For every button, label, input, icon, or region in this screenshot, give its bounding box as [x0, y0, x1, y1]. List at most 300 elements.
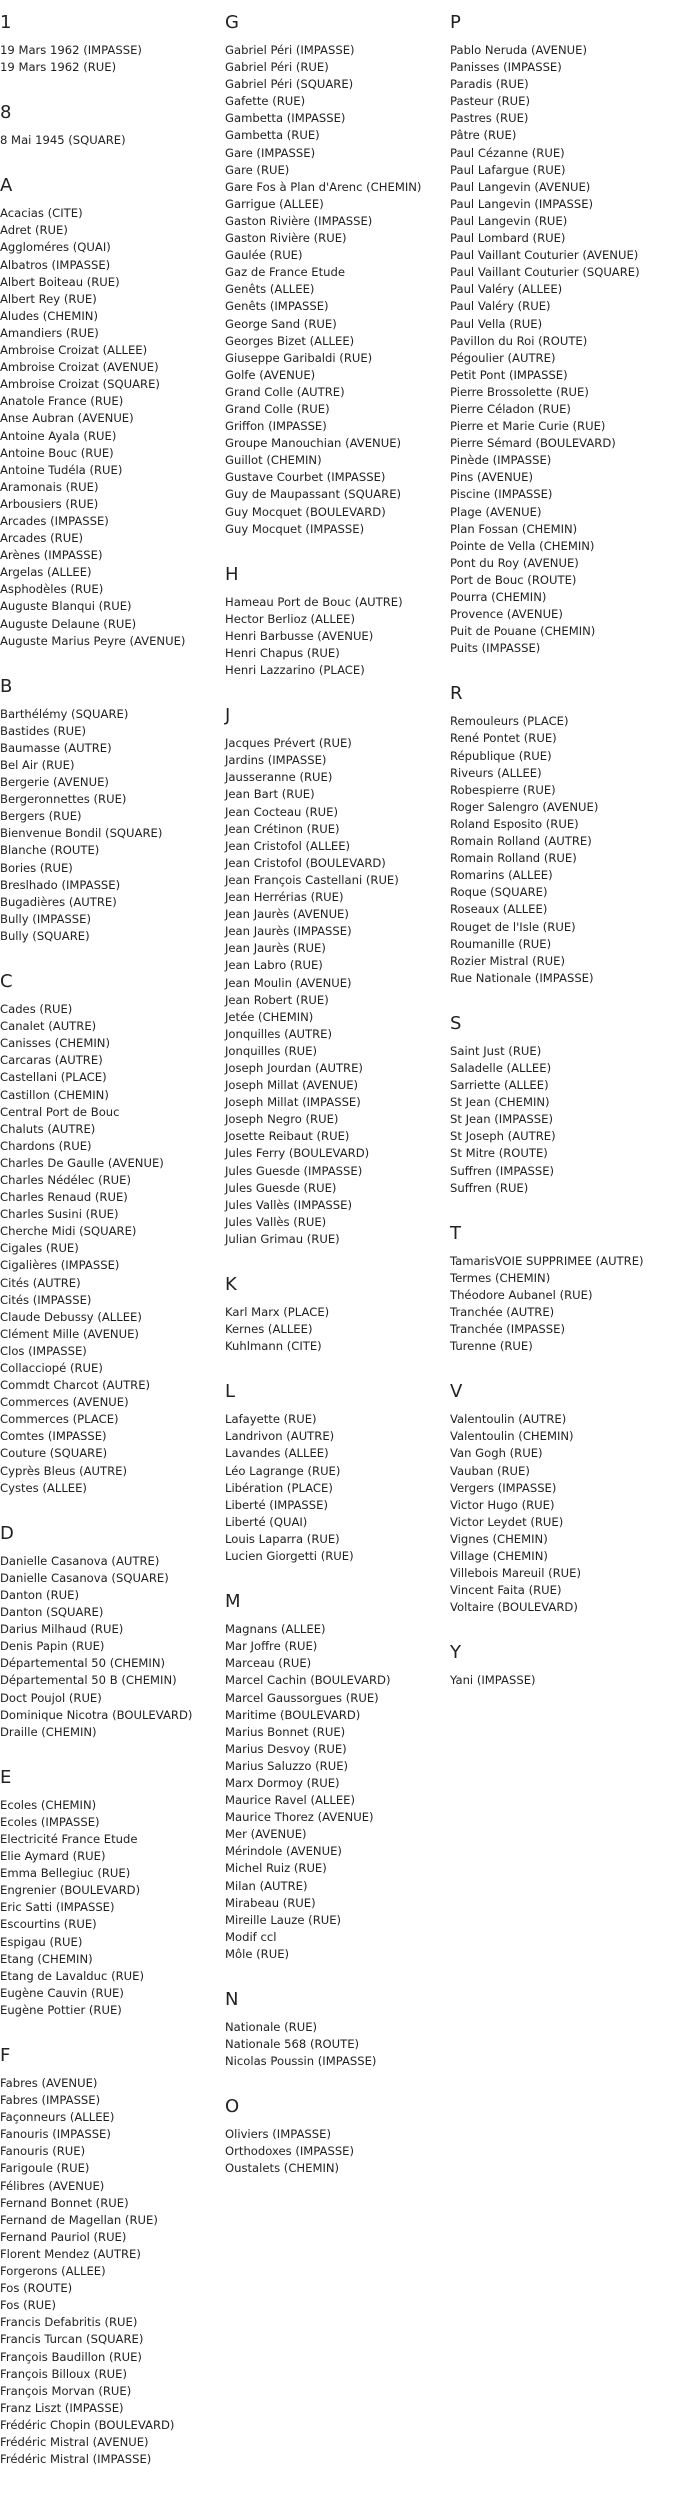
- street-link[interactable]: Hector Berlioz (ALLEE): [225, 611, 356, 626]
- street-link[interactable]: Ecoles (IMPASSE): [0, 1814, 100, 1829]
- street-link[interactable]: Bully (SQUARE): [0, 928, 90, 943]
- street-link[interactable]: Victor Hugo (RUE): [450, 1497, 555, 1512]
- street-link[interactable]: Fabres (AVENUE): [0, 2076, 98, 2090]
- street-link[interactable]: Mar Joffre (RUE): [225, 1639, 318, 1654]
- street-link[interactable]: Danton (SQUARE): [0, 1605, 104, 1620]
- street-link[interactable]: Forgerons (ALLEE): [0, 2264, 106, 2279]
- street-link[interactable]: Michel Ruiz (RUE): [225, 1861, 327, 1876]
- street-link[interactable]: Jules Guesde (RUE): [225, 1180, 337, 1195]
- street-link[interactable]: Paul Langevin (IMPASSE): [450, 196, 594, 211]
- street-link[interactable]: Frédéric Mistral (IMPASSE): [0, 2452, 152, 2467]
- street-link[interactable]: Roger Salengro (AVENUE): [450, 799, 599, 814]
- street-link[interactable]: Cystes (ALLEE): [0, 1480, 87, 1495]
- street-link[interactable]: 8 Mai 1945 (SQUARE): [0, 133, 126, 148]
- street-link[interactable]: Milan (AUTRE): [225, 1878, 308, 1893]
- street-link[interactable]: Jean Labro (RUE): [225, 958, 323, 973]
- street-link[interactable]: Guy Mocquet (BOULEVARD): [225, 504, 386, 519]
- street-link[interactable]: Guy Mocquet (IMPASSE): [225, 521, 365, 536]
- street-link[interactable]: Pinède (IMPASSE): [450, 453, 552, 468]
- street-link[interactable]: Villebois Mareuil (RUE): [450, 1566, 582, 1581]
- street-link[interactable]: Piscine (IMPASSE): [450, 487, 553, 502]
- street-link[interactable]: Genêts (IMPASSE): [225, 299, 329, 314]
- street-link[interactable]: François Baudillon (RUE): [0, 2349, 142, 2364]
- street-link[interactable]: Antoine Tudéla (RUE): [0, 462, 123, 477]
- street-link[interactable]: Jetée (CHEMIN): [225, 1009, 314, 1024]
- street-link[interactable]: Comtes (IMPASSE): [0, 1429, 107, 1444]
- street-link[interactable]: Gambetta (IMPASSE): [225, 111, 346, 126]
- street-link[interactable]: Gustave Courbet (IMPASSE): [225, 470, 386, 485]
- street-link[interactable]: Kuhlmann (CITE): [225, 1339, 322, 1354]
- street-link[interactable]: Golfe (AVENUE): [225, 367, 316, 382]
- street-link[interactable]: Gabriel Péri (IMPASSE): [225, 43, 355, 57]
- street-link[interactable]: Vignes (CHEMIN): [450, 1531, 548, 1546]
- street-link[interactable]: Breslhado (IMPASSE): [0, 877, 121, 892]
- street-link[interactable]: Bienvenue Bondil (SQUARE): [0, 826, 163, 841]
- street-link[interactable]: Orthodoxes (IMPASSE): [225, 2144, 355, 2159]
- street-link[interactable]: Valentoulin (CHEMIN): [450, 1429, 574, 1444]
- street-link[interactable]: Jean Herrérias (RUE): [225, 890, 344, 905]
- street-link[interactable]: Remouleurs (PLACE): [450, 714, 569, 729]
- street-link[interactable]: Gabriel Péri (SQUARE): [225, 77, 354, 92]
- street-link[interactable]: Van Gogh (RUE): [450, 1446, 543, 1461]
- street-link[interactable]: Pins (AVENUE): [450, 470, 534, 485]
- street-link[interactable]: Jules Vallès (RUE): [225, 1214, 327, 1229]
- street-link[interactable]: Victor Leydet (RUE): [450, 1514, 564, 1529]
- street-link[interactable]: Amandiers (RUE): [0, 325, 99, 340]
- street-link[interactable]: Chaluts (AUTRE): [0, 1121, 96, 1136]
- street-link[interactable]: Pablo Neruda (AVENUE): [450, 43, 587, 57]
- street-link[interactable]: Bugadières (AUTRE): [0, 894, 117, 909]
- street-link[interactable]: Pointe de Vella (CHEMIN): [450, 538, 595, 553]
- street-link[interactable]: Joseph Millat (IMPASSE): [225, 1095, 361, 1110]
- street-link[interactable]: Giuseppe Garibaldi (RUE): [225, 350, 373, 365]
- street-link[interactable]: Arènes (IMPASSE): [0, 548, 103, 563]
- street-link[interactable]: Gare Fos à Plan d'Arenc (CHEMIN): [225, 179, 422, 194]
- street-link[interactable]: Magnans (ALLEE): [225, 1622, 326, 1637]
- street-link[interactable]: Cherche Midi (SQUARE): [0, 1224, 137, 1239]
- street-link[interactable]: Albert Boiteau (RUE): [0, 274, 120, 289]
- street-link[interactable]: Anse Aubran (AVENUE): [0, 411, 134, 426]
- street-link[interactable]: Termes (CHEMIN): [450, 1270, 551, 1285]
- street-link[interactable]: Romain Rolland (AUTRE): [450, 834, 592, 849]
- street-link[interactable]: Charles Susini (RUE): [0, 1207, 119, 1222]
- street-link[interactable]: Josette Reibaut (RUE): [225, 1129, 350, 1144]
- street-link[interactable]: Paradis (RUE): [450, 77, 529, 92]
- street-link[interactable]: Darius Milhaud (RUE): [0, 1622, 124, 1637]
- street-link[interactable]: Gare (RUE): [225, 162, 290, 177]
- street-link[interactable]: Canisses (CHEMIN): [0, 1036, 110, 1051]
- street-link[interactable]: Roque (SQUARE): [450, 885, 548, 900]
- street-link[interactable]: Sarriette (ALLEE): [450, 1078, 549, 1093]
- street-link[interactable]: Rouget de l'Isle (RUE): [450, 919, 576, 934]
- street-link[interactable]: Marius Desvoy (RUE): [225, 1741, 347, 1756]
- street-link[interactable]: Draille (CHEMIN): [0, 1724, 97, 1739]
- street-link[interactable]: Libération (PLACE): [225, 1480, 333, 1495]
- street-link[interactable]: George Sand (RUE): [225, 316, 337, 331]
- street-link[interactable]: Pierre Céladon (RUE): [450, 401, 571, 416]
- street-link[interactable]: Lafayette (RUE): [225, 1412, 317, 1427]
- street-link[interactable]: Lucien Giorgetti (RUE): [225, 1549, 354, 1564]
- street-link[interactable]: TamarisVOIE SUPPRIMEE (AUTRE): [450, 1253, 644, 1268]
- street-link[interactable]: Jean Cristofol (ALLEE): [225, 838, 351, 853]
- street-link[interactable]: Marx Dormoy (RUE): [225, 1775, 340, 1790]
- street-link[interactable]: Arbousiers (RUE): [0, 496, 99, 511]
- street-link[interactable]: Mirabeau (RUE): [225, 1895, 316, 1910]
- street-link[interactable]: Karl Marx (PLACE): [225, 1305, 330, 1319]
- street-link[interactable]: Antoine Ayala (RUE): [0, 428, 117, 443]
- street-link[interactable]: Jardins (IMPASSE): [225, 753, 327, 768]
- street-link[interactable]: Jean Jaurès (AVENUE): [225, 907, 349, 922]
- street-link[interactable]: Barthélémy (SQUARE): [0, 706, 129, 721]
- street-link[interactable]: Electricité France Etude: [0, 1831, 138, 1846]
- street-link[interactable]: Castillon (CHEMIN): [0, 1087, 109, 1102]
- street-link[interactable]: Canalet (AUTRE): [0, 1019, 97, 1034]
- street-link[interactable]: Franz Liszt (IMPASSE): [0, 2400, 124, 2415]
- street-link[interactable]: Oustalets (CHEMIN): [225, 2161, 340, 2176]
- street-link[interactable]: Julian Grimau (RUE): [225, 1231, 340, 1246]
- street-link[interactable]: Cités (AUTRE): [0, 1275, 81, 1290]
- street-link[interactable]: Charles Renaud (RUE): [0, 1190, 128, 1205]
- street-link[interactable]: Paul Langevin (RUE): [450, 213, 568, 228]
- street-link[interactable]: 19 Mars 1962 (IMPASSE): [0, 43, 142, 57]
- street-link[interactable]: Jean Crétinon (RUE): [225, 821, 340, 836]
- street-link[interactable]: Marius Bonnet (RUE): [225, 1724, 346, 1739]
- street-link[interactable]: Paul Cézanne (RUE): [450, 145, 565, 160]
- street-link[interactable]: Voltaire (BOULEVARD): [450, 1600, 578, 1615]
- street-link[interactable]: Marius Saluzzo (RUE): [225, 1758, 349, 1773]
- street-link[interactable]: Lavandes (ALLEE): [225, 1446, 329, 1461]
- street-link[interactable]: Liberté (QUAI): [225, 1514, 308, 1529]
- street-link[interactable]: Départemental 50 (CHEMIN): [0, 1656, 166, 1671]
- street-link[interactable]: Gaz de France Etude: [225, 265, 345, 280]
- street-link[interactable]: Nationale (RUE): [225, 2020, 318, 2034]
- street-link[interactable]: Doct Poujol (RUE): [0, 1690, 102, 1705]
- street-link[interactable]: Turenne (RUE): [450, 1339, 533, 1354]
- street-link[interactable]: Pierre Brossolette (RUE): [450, 384, 589, 399]
- street-link[interactable]: Commerces (AVENUE): [0, 1395, 129, 1410]
- street-link[interactable]: Pâtre (RUE): [450, 128, 517, 143]
- street-link[interactable]: Etang (CHEMIN): [0, 1951, 93, 1966]
- street-link[interactable]: Plage (AVENUE): [450, 504, 542, 519]
- street-link[interactable]: Cités (IMPASSE): [0, 1292, 92, 1307]
- street-link[interactable]: Yani (IMPASSE): [450, 1673, 536, 1688]
- street-link[interactable]: Auguste Marius Peyre (AVENUE): [0, 633, 186, 648]
- street-link[interactable]: François Morvan (RUE): [0, 2383, 132, 2398]
- street-link[interactable]: Henri Lazzarino (PLACE): [225, 663, 365, 678]
- street-link[interactable]: Bergers (RUE): [0, 809, 82, 824]
- street-link[interactable]: Puit de Pouane (CHEMIN): [450, 624, 596, 639]
- street-link[interactable]: Tranchée (AUTRE): [450, 1305, 555, 1319]
- street-link[interactable]: Grand Colle (RUE): [225, 401, 330, 416]
- street-link[interactable]: Cigales (RUE): [0, 1241, 79, 1256]
- street-link[interactable]: St Joseph (AUTRE): [450, 1129, 556, 1144]
- street-link[interactable]: Romarins (ALLEE): [450, 868, 553, 883]
- street-link[interactable]: Fanouris (IMPASSE): [0, 2127, 111, 2142]
- street-link[interactable]: Paul Vella (RUE): [450, 316, 543, 331]
- street-link[interactable]: Paul Vaillant Couturier (AVENUE): [450, 248, 639, 263]
- street-link[interactable]: Adret (RUE): [0, 223, 68, 238]
- street-link[interactable]: Eugène Cauvin (RUE): [0, 1985, 124, 2000]
- street-link[interactable]: Baumasse (AUTRE): [0, 740, 112, 755]
- street-link[interactable]: Commdt Charcot (AUTRE): [0, 1378, 151, 1393]
- street-link[interactable]: Denis Papin (RUE): [0, 1639, 105, 1654]
- street-link[interactable]: Garrigue (ALLEE): [225, 196, 324, 211]
- street-link[interactable]: Suffren (IMPASSE): [450, 1163, 555, 1178]
- street-link[interactable]: Vauban (RUE): [450, 1463, 530, 1478]
- street-link[interactable]: St Mitre (ROUTE): [450, 1146, 548, 1161]
- street-link[interactable]: Hameau Port de Bouc (AUTRE): [225, 594, 403, 609]
- street-link[interactable]: Gaulée (RUE): [225, 248, 303, 263]
- street-link[interactable]: Provence (AVENUE): [450, 607, 563, 622]
- street-link[interactable]: St Jean (IMPASSE): [450, 1112, 553, 1127]
- street-link[interactable]: Blanche (ROUTE): [0, 843, 100, 858]
- street-link[interactable]: Engrenier (BOULEVARD): [0, 1883, 141, 1898]
- street-link[interactable]: Rue Nationale (IMPASSE): [450, 970, 594, 985]
- street-link[interactable]: Genêts (ALLEE): [225, 282, 315, 297]
- street-link[interactable]: Maurice Ravel (ALLEE): [225, 1793, 355, 1808]
- street-link[interactable]: Bergeronnettes (RUE): [0, 792, 127, 807]
- street-link[interactable]: Clément Mille (AVENUE): [0, 1326, 139, 1341]
- street-link[interactable]: Marcel Cachin (BOULEVARD): [225, 1673, 391, 1688]
- street-link[interactable]: Jonquilles (RUE): [225, 1043, 318, 1058]
- street-link[interactable]: Môle (RUE): [225, 1946, 290, 1961]
- street-link[interactable]: Antoine Bouc (RUE): [0, 445, 114, 460]
- street-link[interactable]: Joseph Negro (RUE): [225, 1112, 339, 1127]
- street-link[interactable]: Gambetta (RUE): [225, 128, 320, 143]
- street-link[interactable]: Landrivon (AUTRE): [225, 1429, 335, 1444]
- street-link[interactable]: Joseph Jourdan (AUTRE): [225, 1060, 363, 1075]
- street-link[interactable]: Façonneurs (ALLEE): [0, 2110, 115, 2125]
- street-link[interactable]: Village (CHEMIN): [450, 1549, 548, 1564]
- street-link[interactable]: Liberté (IMPASSE): [225, 1497, 328, 1512]
- street-link[interactable]: Eugène Pottier (RUE): [0, 2002, 122, 2017]
- street-link[interactable]: Escourtins (RUE): [0, 1917, 97, 1932]
- street-link[interactable]: Maritime (BOULEVARD): [225, 1707, 361, 1722]
- street-link[interactable]: Mireille Lauze (RUE): [225, 1912, 342, 1927]
- street-link[interactable]: Robespierre (RUE): [450, 782, 556, 797]
- street-link[interactable]: Pavillon du Roi (ROUTE): [450, 333, 588, 348]
- street-link[interactable]: Petit Pont (IMPASSE): [450, 367, 568, 382]
- street-link[interactable]: Ambroise Croizat (AVENUE): [0, 360, 159, 375]
- street-link[interactable]: Jean Cristofol (BOULEVARD): [225, 855, 386, 870]
- street-link[interactable]: St Jean (CHEMIN): [450, 1095, 550, 1110]
- street-link[interactable]: Gafette (RUE): [225, 94, 306, 109]
- street-link[interactable]: Asphodèles (RUE): [0, 582, 104, 597]
- street-link[interactable]: Jausseranne (RUE): [225, 770, 333, 785]
- street-link[interactable]: Paul Langevin (AVENUE): [450, 179, 591, 194]
- street-link[interactable]: Paul Lafargue (RUE): [450, 162, 566, 177]
- street-link[interactable]: Couture (SQUARE): [0, 1446, 108, 1461]
- street-link[interactable]: Bel Air (RUE): [0, 758, 75, 772]
- street-link[interactable]: Oliviers (IMPASSE): [225, 2127, 331, 2142]
- street-link[interactable]: Groupe Manouchian (AVENUE): [225, 436, 402, 451]
- street-link[interactable]: Collacciopé (RUE): [0, 1361, 103, 1375]
- street-link[interactable]: Fos (RUE): [0, 2298, 56, 2313]
- street-link[interactable]: Ambroise Croizat (ALLEE): [0, 343, 148, 358]
- street-link[interactable]: Jacques Prévert (RUE): [225, 736, 352, 751]
- street-link[interactable]: Elie Aymard (RUE): [0, 1849, 106, 1864]
- street-link[interactable]: Henri Barbusse (AVENUE): [225, 628, 374, 643]
- street-link[interactable]: Paul Valéry (RUE): [450, 299, 551, 314]
- street-link[interactable]: Commerces (PLACE): [0, 1412, 119, 1427]
- street-link[interactable]: Vincent Faita (RUE): [450, 1583, 562, 1598]
- street-link[interactable]: Pastres (RUE): [450, 111, 529, 126]
- street-link[interactable]: Jules Guesde (IMPASSE): [225, 1163, 363, 1178]
- street-link[interactable]: Florent Mendez (AUTRE): [0, 2246, 141, 2261]
- street-link[interactable]: Pont du Roy (AVENUE): [450, 555, 579, 570]
- street-link[interactable]: Albatros (IMPASSE): [0, 257, 111, 272]
- street-link[interactable]: Auguste Blanqui (RUE): [0, 599, 132, 614]
- street-link[interactable]: Aramonais (RUE): [0, 479, 99, 494]
- street-link[interactable]: Ambroise Croizat (SQUARE): [0, 377, 160, 392]
- street-link[interactable]: Henri Chapus (RUE): [225, 646, 340, 660]
- street-link[interactable]: Farigoule (RUE): [0, 2161, 90, 2176]
- street-link[interactable]: Jean Robert (RUE): [225, 992, 329, 1007]
- street-link[interactable]: Marcel Gaussorgues (RUE): [225, 1690, 379, 1705]
- street-link[interactable]: Cades (RUE): [0, 1002, 73, 1017]
- street-link[interactable]: Cyprès Bleus (AUTRE): [0, 1463, 127, 1478]
- street-link[interactable]: Jules Vallès (IMPASSE): [225, 1197, 352, 1212]
- street-link[interactable]: Georges Bizet (ALLEE): [225, 333, 355, 348]
- street-link[interactable]: Acacias (CITE): [0, 206, 83, 221]
- street-link[interactable]: Guillot (CHEMIN): [225, 453, 322, 468]
- street-link[interactable]: Ecoles (CHEMIN): [0, 1797, 97, 1812]
- street-link[interactable]: Mérindole (AVENUE): [225, 1844, 342, 1859]
- street-link[interactable]: Francis Turcan (SQUARE): [0, 2332, 144, 2347]
- street-link[interactable]: Guy de Maupassant (SQUARE): [225, 487, 402, 502]
- street-link[interactable]: Maurice Thorez (AVENUE): [225, 1810, 374, 1825]
- street-link[interactable]: Frédéric Mistral (AVENUE): [0, 2434, 149, 2449]
- street-link[interactable]: Auguste Delaune (RUE): [0, 616, 137, 631]
- street-link[interactable]: Albert Rey (RUE): [0, 291, 97, 306]
- street-link[interactable]: Fos (ROUTE): [0, 2281, 73, 2296]
- street-link[interactable]: Emma Bellegiuc (RUE): [0, 1866, 131, 1881]
- street-link[interactable]: Aludes (CHEMIN): [0, 308, 98, 323]
- street-link[interactable]: Gaston Rivière (RUE): [225, 231, 347, 246]
- street-link[interactable]: Danton (RUE): [0, 1587, 79, 1602]
- street-link[interactable]: Nationale 568 (ROUTE): [225, 2037, 360, 2052]
- street-link[interactable]: Fanouris (RUE): [0, 2144, 86, 2159]
- street-link[interactable]: Départemental 50 B (CHEMIN): [0, 1673, 177, 1688]
- street-link[interactable]: Francis Defabritis (RUE): [0, 2315, 138, 2330]
- street-link[interactable]: Roseaux (ALLEE): [450, 902, 548, 917]
- street-link[interactable]: Charles Nédélec (RUE): [0, 1172, 132, 1187]
- street-link[interactable]: Central Port de Bouc: [0, 1104, 120, 1119]
- street-link[interactable]: Gare (IMPASSE): [225, 145, 316, 160]
- street-link[interactable]: Jean François Castellani (RUE): [225, 872, 399, 887]
- street-link[interactable]: Gabriel Péri (RUE): [225, 60, 329, 75]
- street-link[interactable]: Argelas (ALLEE): [0, 565, 92, 580]
- street-link[interactable]: République (RUE): [450, 748, 552, 763]
- street-link[interactable]: Jean Moulin (AVENUE): [225, 975, 352, 990]
- street-link[interactable]: Fernand Bonnet (RUE): [0, 2195, 129, 2210]
- street-link[interactable]: Cigalières (IMPASSE): [0, 1258, 120, 1273]
- street-link[interactable]: Saladelle (ALLEE): [450, 1060, 552, 1075]
- street-link[interactable]: Romain Rolland (RUE): [450, 851, 577, 866]
- street-link[interactable]: Bories (RUE): [0, 860, 73, 875]
- street-link[interactable]: Valentoulin (AUTRE): [450, 1412, 567, 1427]
- street-link[interactable]: Pasteur (RUE): [450, 94, 531, 109]
- street-link[interactable]: Puits (IMPASSE): [450, 641, 541, 656]
- street-link[interactable]: Tranchée (IMPASSE): [450, 1322, 565, 1337]
- street-link[interactable]: Fabres (IMPASSE): [0, 2093, 101, 2108]
- street-link[interactable]: Marceau (RUE): [225, 1656, 312, 1671]
- street-link[interactable]: Jean Bart (RUE): [225, 787, 315, 802]
- street-link[interactable]: 19 Mars 1962 (RUE): [0, 60, 117, 75]
- street-link[interactable]: Paul Vaillant Couturier (SQUARE): [450, 265, 640, 280]
- street-link[interactable]: Griffon (IMPASSE): [225, 419, 327, 434]
- street-link[interactable]: Pourra (CHEMIN): [450, 590, 547, 604]
- street-link[interactable]: Pégoulier (AUTRE): [450, 350, 556, 365]
- street-link[interactable]: Fernand Pauriol (RUE): [0, 2229, 127, 2244]
- street-link[interactable]: Jean Jaurès (IMPASSE): [225, 924, 352, 939]
- street-link[interactable]: Pierre et Marie Curie (RUE): [450, 419, 606, 434]
- street-link[interactable]: Clos (IMPASSE): [0, 1343, 87, 1358]
- street-link[interactable]: Jonquilles (AUTRE): [225, 1026, 333, 1041]
- street-link[interactable]: Frédéric Chopin (BOULEVARD): [0, 2417, 175, 2432]
- street-link[interactable]: Félibres (AVENUE): [0, 2178, 105, 2193]
- street-link[interactable]: Théodore Aubanel (RUE): [450, 1287, 593, 1302]
- street-link[interactable]: Arcades (RUE): [0, 531, 84, 546]
- street-link[interactable]: Paul Lombard (RUE): [450, 231, 566, 246]
- street-link[interactable]: Léo Lagrange (RUE): [225, 1463, 341, 1478]
- street-link[interactable]: Paul Valéry (ALLEE): [450, 282, 563, 297]
- street-link[interactable]: Charles De Gaulle (AVENUE): [0, 1155, 164, 1170]
- street-link[interactable]: Arcades (IMPASSE): [0, 513, 109, 528]
- street-link[interactable]: Chardons (RUE): [0, 1138, 92, 1153]
- street-link[interactable]: Roland Esposito (RUE): [450, 816, 579, 831]
- street-link[interactable]: Anatole France (RUE): [0, 394, 124, 409]
- street-link[interactable]: Suffren (RUE): [450, 1180, 529, 1195]
- street-link[interactable]: René Pontet (RUE): [450, 731, 557, 746]
- street-link[interactable]: Roumanille (RUE): [450, 936, 552, 951]
- street-link[interactable]: Castellani (PLACE): [0, 1070, 107, 1085]
- street-link[interactable]: Riveurs (ALLEE): [450, 765, 542, 780]
- street-link[interactable]: Jules Ferry (BOULEVARD): [225, 1146, 370, 1161]
- street-link[interactable]: Kernes (ALLEE): [225, 1322, 313, 1337]
- street-link[interactable]: Claude Debussy (ALLEE): [0, 1309, 142, 1324]
- street-link[interactable]: Pierre Sémard (BOULEVARD): [450, 436, 616, 451]
- street-link[interactable]: Port de Bouc (ROUTE): [450, 572, 577, 587]
- street-link[interactable]: Espigau (RUE): [0, 1934, 83, 1949]
- street-link[interactable]: Aggloméres (QUAI): [0, 240, 111, 255]
- street-link[interactable]: Vergers (IMPASSE): [450, 1480, 557, 1495]
- street-link[interactable]: Modif ccl: [225, 1929, 277, 1944]
- street-link[interactable]: Bergerie (AVENUE): [0, 775, 109, 790]
- street-link[interactable]: Eric Satti (IMPASSE): [0, 1900, 115, 1915]
- street-link[interactable]: Rozier Mistral (RUE): [450, 953, 566, 968]
- street-link[interactable]: Louis Laparra (RUE): [225, 1531, 340, 1546]
- street-link[interactable]: Joseph Millat (AVENUE): [225, 1078, 359, 1093]
- street-link[interactable]: Mer (AVENUE): [225, 1827, 307, 1842]
- street-link[interactable]: Saint Just (RUE): [450, 1043, 542, 1058]
- street-link[interactable]: Bastides (RUE): [0, 723, 86, 738]
- street-link[interactable]: Dominique Nicotra (BOULEVARD): [0, 1707, 193, 1722]
- street-link[interactable]: Gaston Rivière (IMPASSE): [225, 213, 373, 228]
- street-link[interactable]: Panisses (IMPASSE): [450, 60, 562, 75]
- street-link[interactable]: Jean Jaurès (RUE): [225, 941, 326, 956]
- street-link[interactable]: François Billoux (RUE): [0, 2366, 127, 2381]
- street-link[interactable]: Fernand de Magellan (RUE): [0, 2212, 158, 2227]
- street-link[interactable]: Grand Colle (AUTRE): [225, 384, 345, 399]
- street-link[interactable]: Bully (IMPASSE): [0, 911, 91, 926]
- street-link[interactable]: Plan Fossan (CHEMIN): [450, 521, 578, 536]
- street-link[interactable]: Carcaras (AUTRE): [0, 1053, 103, 1068]
- street-link[interactable]: Etang de Lavalduc (RUE): [0, 1968, 144, 1983]
- street-link[interactable]: Nicolas Poussin (IMPASSE): [225, 2054, 377, 2069]
- street-link[interactable]: Danielle Casanova (AUTRE): [0, 1553, 160, 1568]
- street-link[interactable]: Danielle Casanova (SQUARE): [0, 1570, 169, 1585]
